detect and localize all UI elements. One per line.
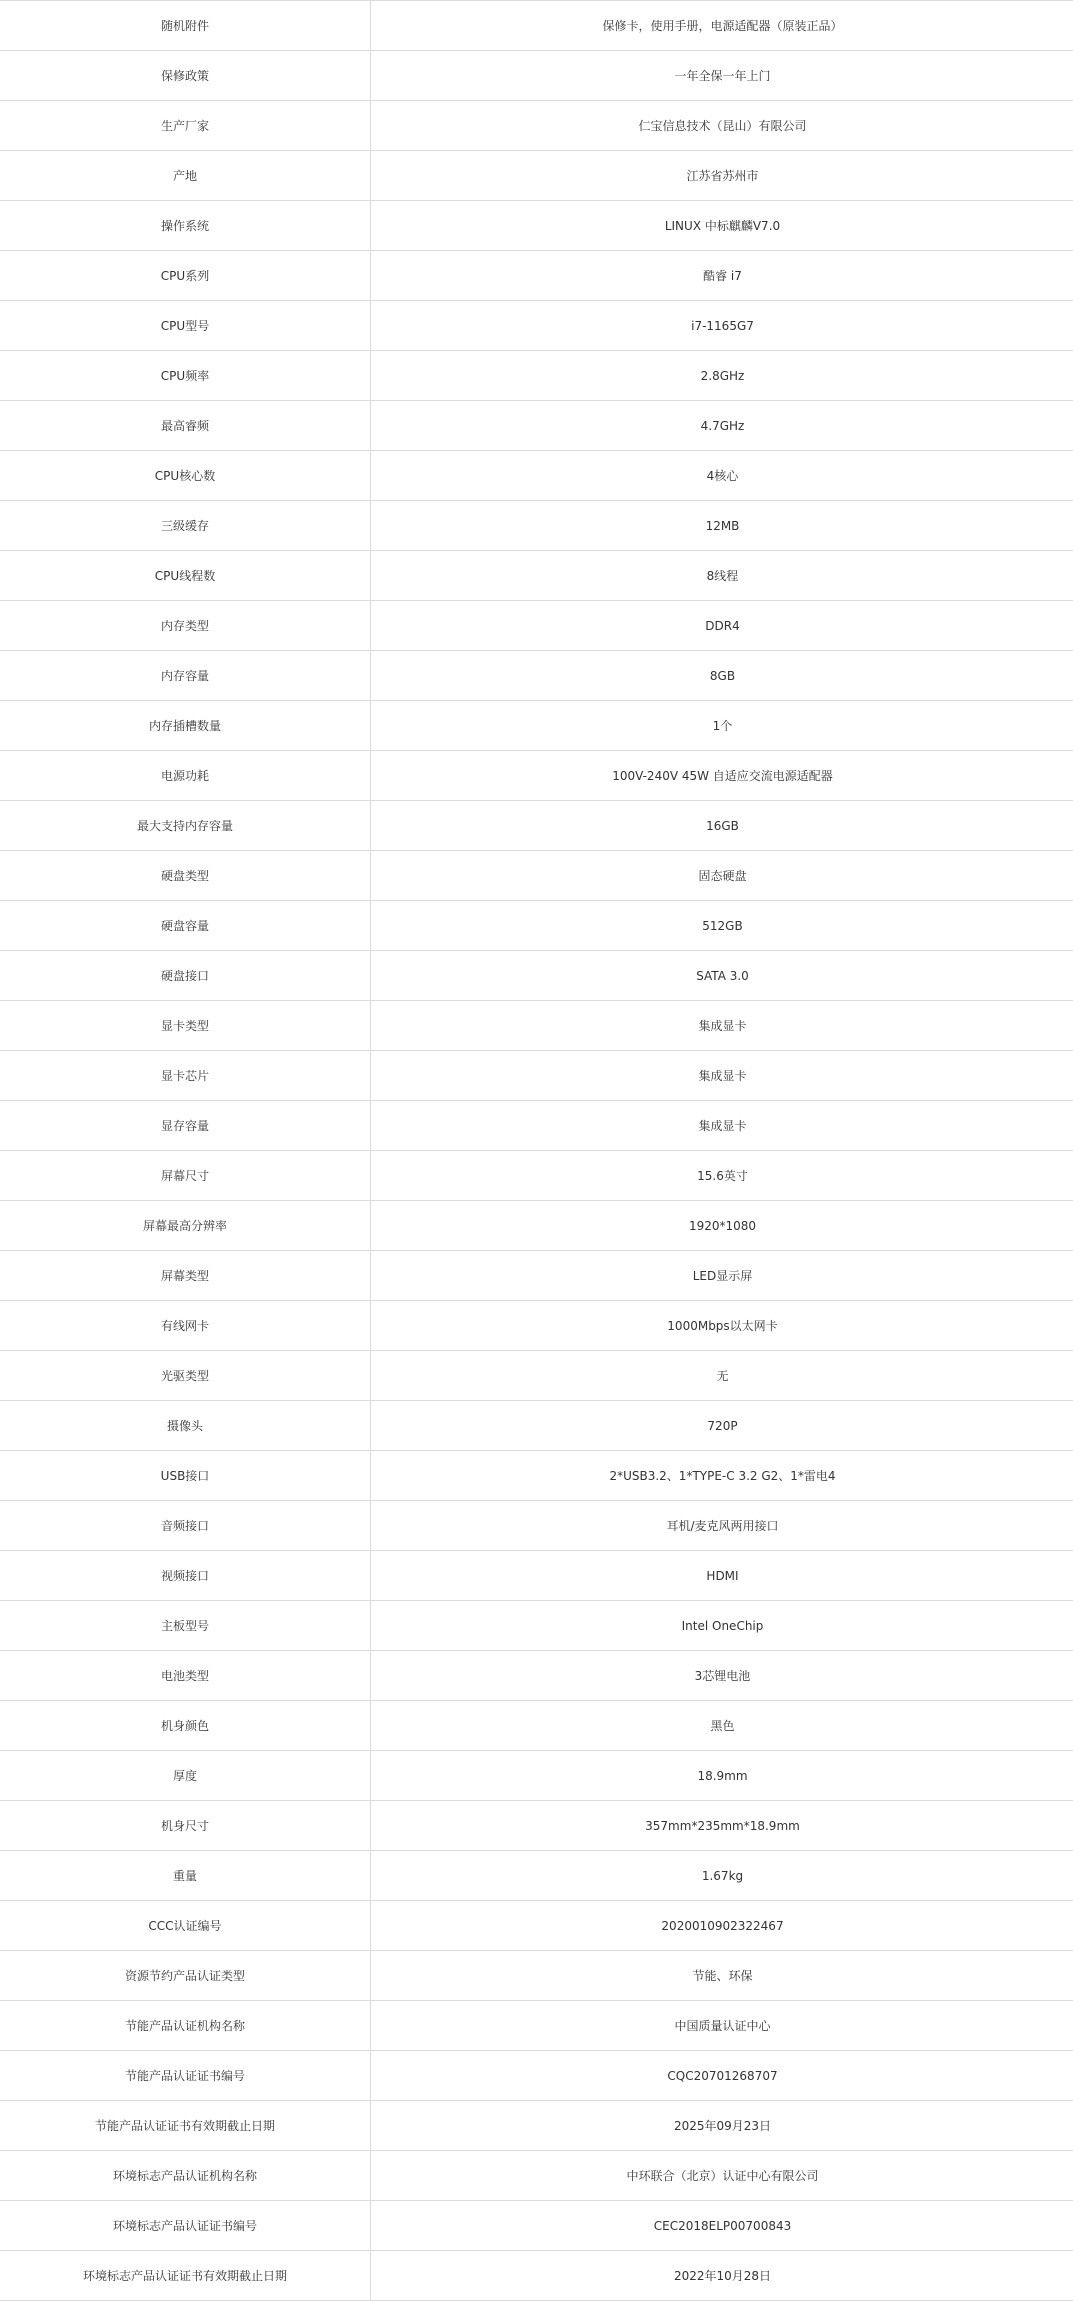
- spec-value: 无: [371, 1351, 1073, 1401]
- spec-row: [0, 201, 1073, 251]
- spec-row: [0, 1251, 1073, 1301]
- spec-label: 内存类型: [0, 601, 371, 651]
- spec-value: 4.7GHz: [371, 401, 1073, 451]
- spec-row: [0, 1801, 1073, 1851]
- spec-label: 电池类型: [0, 1651, 371, 1701]
- spec-label: 环境标志产品认证证书编号: [0, 2201, 371, 2251]
- spec-row: [0, 601, 1073, 651]
- spec-value: 保修卡，使用手册，电源适配器（原装正品）: [371, 1, 1073, 51]
- spec-label: 操作系统: [0, 201, 371, 251]
- spec-value: 江苏省苏州市: [371, 151, 1073, 201]
- spec-table-body: [0, 1, 1073, 2301]
- spec-value: 720P: [371, 1401, 1073, 1451]
- spec-label: 硬盘容量: [0, 901, 371, 951]
- spec-label: 内存容量: [0, 651, 371, 701]
- spec-row: [0, 2001, 1073, 2051]
- spec-value: 黑色: [371, 1701, 1073, 1751]
- spec-label: 视频接口: [0, 1551, 371, 1601]
- spec-value: 仁宝信息技术（昆山）有限公司: [371, 101, 1073, 151]
- spec-label: CCC认证编号: [0, 1901, 371, 1951]
- spec-row: [0, 101, 1073, 151]
- spec-value: CEC2018ELP00700843: [371, 2201, 1073, 2251]
- spec-label: CPU线程数: [0, 551, 371, 601]
- spec-value: CQC20701268707: [371, 2051, 1073, 2101]
- spec-row: [0, 1851, 1073, 1901]
- spec-row: [0, 2251, 1073, 2301]
- spec-value: 8线程: [371, 551, 1073, 601]
- spec-label: 保修政策: [0, 51, 371, 101]
- spec-value: 2020010902322467: [371, 1901, 1073, 1951]
- spec-label: 随机附件: [0, 1, 371, 51]
- spec-label: 硬盘类型: [0, 851, 371, 901]
- spec-value: LED显示屏: [371, 1251, 1073, 1301]
- spec-row: [0, 1351, 1073, 1401]
- spec-row: [0, 701, 1073, 751]
- spec-row: [0, 351, 1073, 401]
- spec-label: 摄像头: [0, 1401, 371, 1451]
- spec-label: 产地: [0, 151, 371, 201]
- spec-row: [0, 401, 1073, 451]
- spec-value: 100V-240V 45W 自适应交流电源适配器: [371, 751, 1073, 801]
- spec-value: 512GB: [371, 901, 1073, 951]
- spec-label: 屏幕尺寸: [0, 1151, 371, 1201]
- spec-label: 显存容量: [0, 1101, 371, 1151]
- spec-row: [0, 651, 1073, 701]
- spec-label: 光驱类型: [0, 1351, 371, 1401]
- spec-row: [0, 1101, 1073, 1151]
- spec-label: 内存插槽数量: [0, 701, 371, 751]
- spec-value: 1000Mbps以太网卡: [371, 1301, 1073, 1351]
- spec-row: [0, 451, 1073, 501]
- spec-label: 音频接口: [0, 1501, 371, 1551]
- spec-row: [0, 1401, 1073, 1451]
- spec-label: 生产厂家: [0, 101, 371, 151]
- spec-value: 1个: [371, 701, 1073, 751]
- spec-row: [0, 751, 1073, 801]
- spec-value: 耳机/麦克风两用接口: [371, 1501, 1073, 1551]
- spec-label: 显卡芯片: [0, 1051, 371, 1101]
- spec-label: 硬盘接口: [0, 951, 371, 1001]
- spec-label: USB接口: [0, 1451, 371, 1501]
- spec-value: 16GB: [371, 801, 1073, 851]
- spec-label: 资源节约产品认证类型: [0, 1951, 371, 2001]
- spec-label: 节能产品认证证书编号: [0, 2051, 371, 2101]
- spec-value: SATA 3.0: [371, 951, 1073, 1001]
- spec-value: 3芯锂电池: [371, 1651, 1073, 1701]
- spec-row: [0, 1051, 1073, 1101]
- spec-row: [0, 1751, 1073, 1801]
- spec-row: [0, 1301, 1073, 1351]
- spec-label: 厚度: [0, 1751, 371, 1801]
- spec-row: [0, 151, 1073, 201]
- spec-value: 15.6英寸: [371, 1151, 1073, 1201]
- spec-value: 集成显卡: [371, 1001, 1073, 1051]
- spec-label: 屏幕类型: [0, 1251, 371, 1301]
- spec-value: 1920*1080: [371, 1201, 1073, 1251]
- spec-label: 最高睿频: [0, 401, 371, 451]
- spec-label: 重量: [0, 1851, 371, 1901]
- spec-label: 节能产品认证证书有效期截止日期: [0, 2101, 371, 2151]
- spec-row: [0, 1151, 1073, 1201]
- spec-row: [0, 1551, 1073, 1601]
- spec-label: 有线网卡: [0, 1301, 371, 1351]
- spec-value: 酷睿 i7: [371, 251, 1073, 301]
- spec-value: 中环联合（北京）认证中心有限公司: [371, 2151, 1073, 2201]
- spec-row: [0, 1651, 1073, 1701]
- spec-label: 屏幕最高分辨率: [0, 1201, 371, 1251]
- spec-value: 2.8GHz: [371, 351, 1073, 401]
- spec-row: [0, 2051, 1073, 2101]
- spec-value: Intel OneChip: [371, 1601, 1073, 1651]
- spec-row: [0, 1, 1073, 51]
- spec-value: 357mm*235mm*18.9mm: [371, 1801, 1073, 1851]
- spec-label: 环境标志产品认证机构名称: [0, 2151, 371, 2201]
- spec-label: 三级缓存: [0, 501, 371, 551]
- spec-row: [0, 1501, 1073, 1551]
- spec-label: 节能产品认证机构名称: [0, 2001, 371, 2051]
- spec-row: [0, 1701, 1073, 1751]
- spec-label: 机身颜色: [0, 1701, 371, 1751]
- spec-row: [0, 801, 1073, 851]
- spec-row: [0, 1001, 1073, 1051]
- spec-label: CPU型号: [0, 301, 371, 351]
- spec-label: 环境标志产品认证证书有效期截止日期: [0, 2251, 371, 2301]
- spec-value: 4核心: [371, 451, 1073, 501]
- spec-value: DDR4: [371, 601, 1073, 651]
- spec-label: 机身尺寸: [0, 1801, 371, 1851]
- spec-value: 2*USB3.2、1*TYPE-C 3.2 G2、1*雷电4: [371, 1451, 1073, 1501]
- spec-row: [0, 301, 1073, 351]
- spec-row: [0, 251, 1073, 301]
- spec-label: CPU系列: [0, 251, 371, 301]
- spec-label: 主板型号: [0, 1601, 371, 1651]
- spec-row: [0, 1201, 1073, 1251]
- spec-value: 2025年09月23日: [371, 2101, 1073, 2151]
- spec-row: [0, 1901, 1073, 1951]
- spec-label: CPU频率: [0, 351, 371, 401]
- spec-value: LINUX 中标麒麟V7.0: [371, 201, 1073, 251]
- spec-value: 一年全保一年上门: [371, 51, 1073, 101]
- spec-row: [0, 951, 1073, 1001]
- spec-row: [0, 2201, 1073, 2251]
- spec-row: [0, 551, 1073, 601]
- spec-row: [0, 1601, 1073, 1651]
- spec-row: [0, 851, 1073, 901]
- spec-value: 集成显卡: [371, 1051, 1073, 1101]
- spec-value: HDMI: [371, 1551, 1073, 1601]
- spec-value: 中国质量认证中心: [371, 2001, 1073, 2051]
- spec-label: 显卡类型: [0, 1001, 371, 1051]
- spec-value: 固态硬盘: [371, 851, 1073, 901]
- spec-row: [0, 501, 1073, 551]
- spec-row: [0, 1451, 1073, 1501]
- spec-row: [0, 51, 1073, 101]
- spec-row: [0, 2151, 1073, 2201]
- spec-row: [0, 2101, 1073, 2151]
- spec-row: [0, 901, 1073, 951]
- spec-value: 18.9mm: [371, 1751, 1073, 1801]
- spec-label: 电源功耗: [0, 751, 371, 801]
- spec-value: 1.67kg: [371, 1851, 1073, 1901]
- spec-value: 8GB: [371, 651, 1073, 701]
- spec-value: 2022年10月28日: [371, 2251, 1073, 2301]
- spec-value: i7-1165G7: [371, 301, 1073, 351]
- spec-label: 最大支持内存容量: [0, 801, 371, 851]
- spec-row: [0, 1951, 1073, 2001]
- spec-label: CPU核心数: [0, 451, 371, 501]
- spec-value: 节能、环保: [371, 1951, 1073, 2001]
- spec-value: 集成显卡: [371, 1101, 1073, 1151]
- spec-value: 12MB: [371, 501, 1073, 551]
